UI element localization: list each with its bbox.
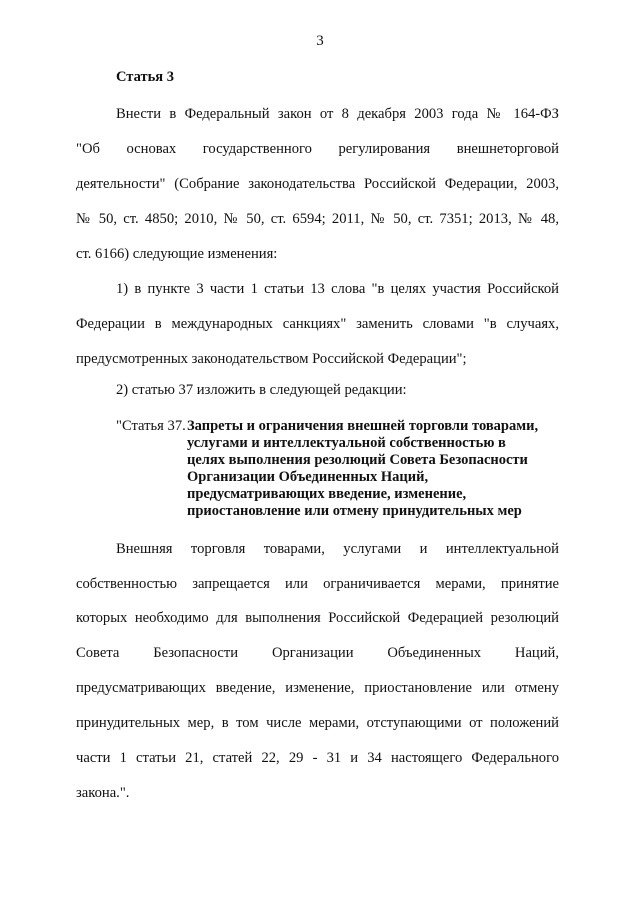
paragraph-line: принудительных мер, в том числе мерами, отступающими от положений — [76, 715, 559, 731]
article-heading: Статья 3 — [116, 69, 174, 85]
article-37-title-line: Запреты и ограничения внешней торговли товарами, — [187, 418, 539, 434]
paragraph-line: деятельности" (Собрание законодательства Российской Федерации, 2003, — [76, 176, 559, 192]
article-37-title-line: услугами и интеллектуальной собственностью в — [187, 435, 506, 451]
article-37-title-line: предусматривающих введение, изменение, — [187, 486, 467, 502]
paragraph-line: предусматривающих введение, изменение, приостановление или отмену — [76, 680, 559, 696]
paragraph-line: части 1 статьи 21, статей 22, 29 - 31 и 34 настоящего Федерального — [76, 750, 559, 766]
paragraph-line: 1) в пункте 3 части 1 статьи 13 слова "в целях участия Российской — [116, 281, 559, 297]
paragraph-line: которых необходимо для выполнения Российской Федерацией резолюций — [76, 610, 559, 626]
page-number: 3 — [316, 33, 324, 49]
paragraph-line: Совета Безопасности Организации Объединенных Наций, — [76, 645, 559, 661]
article-37-title-line: приостановление или отмену принудительных мер — [187, 503, 522, 519]
paragraph-line: закона.". — [76, 785, 130, 801]
paragraph-line: собственностью запрещается или ограничивается мерами, принятие — [76, 576, 559, 592]
article-37-label: "Статья 37. — [116, 418, 186, 434]
article-37-title-line: целях выполнения резолюций Совета Безопасности — [187, 452, 528, 468]
paragraph-line: 2) статью 37 изложить в следующей редакции: — [116, 382, 407, 398]
paragraph-line: "Об основах государственного регулирования внешнеторговой — [76, 141, 559, 157]
paragraph-line: Внести в Федеральный закон от 8 декабря 2003 года № 164-ФЗ — [116, 106, 559, 122]
paragraph-line: № 50, ст. 4850; 2010, № 50, ст. 6594; 2011, № 50, ст. 7351; 2013, № 48, — [76, 211, 559, 227]
article-37-title-line: Организации Объединенных Наций, — [187, 469, 429, 485]
paragraph-line: Внешняя торговля товарами, услугами и интеллектуальной — [116, 541, 559, 557]
paragraph-line: Федерации в международных санкциях" заменить словами "в случаях, — [76, 316, 559, 332]
paragraph-line: предусмотренных законодательством Российской Федерации"; — [76, 351, 467, 367]
paragraph-line: ст. 6166) следующие изменения: — [76, 246, 278, 262]
